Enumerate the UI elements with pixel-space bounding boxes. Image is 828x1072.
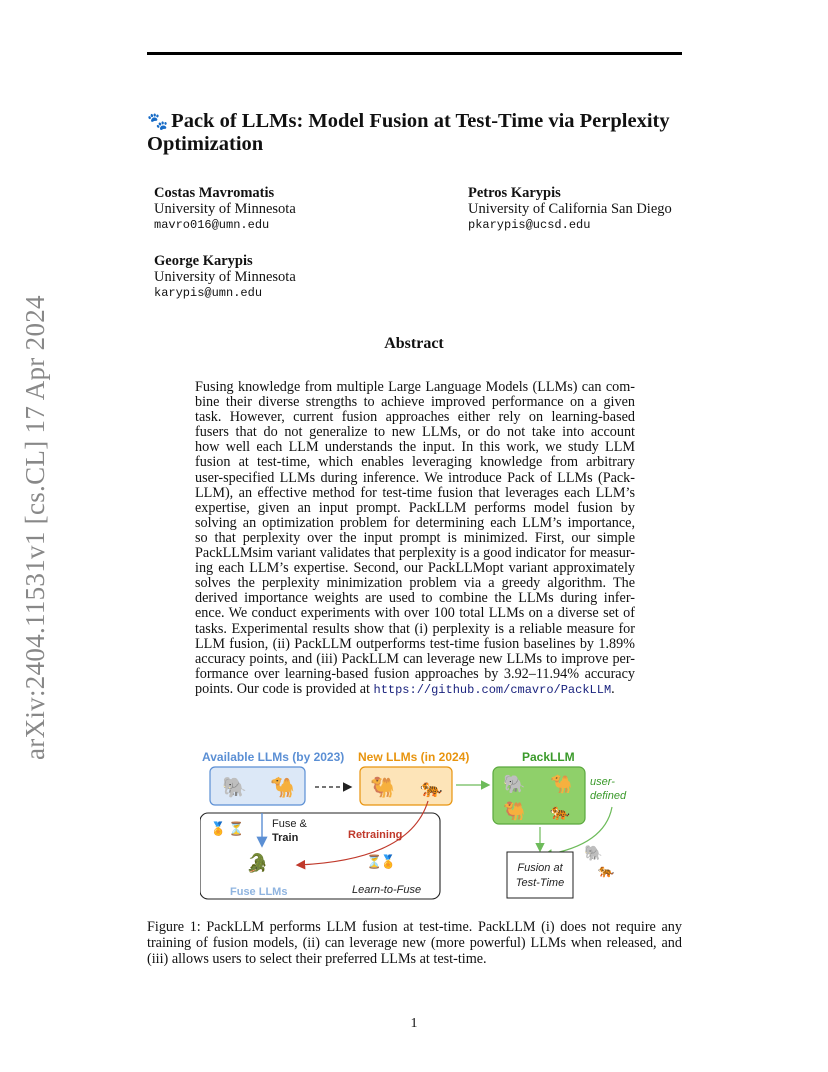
packllm-figure xyxy=(200,745,640,905)
elephant-icon: 🐘 xyxy=(222,775,247,799)
camel-icon: 🐪 xyxy=(550,774,573,795)
fuse-train-label-1: Fuse & xyxy=(272,818,307,830)
abstract-line: ence. We conduct experiments with over 100 total LLMs on a diverse set of xyxy=(195,605,635,622)
abstract-line: PackLLMsim variant validates that perplexity is a good indicator for measur- xyxy=(195,545,635,562)
lizard-icon: 🐊 xyxy=(246,853,269,874)
author-email[interactable]: karypis@umn.edu xyxy=(154,286,263,300)
author-name: Costas Mavromatis xyxy=(154,185,275,201)
abstract-line: Fusing knowledge from multiple Large Language Models (LLMs) can com- xyxy=(195,379,635,395)
camel-icon: 🐪 xyxy=(270,775,295,799)
page-number: 1 xyxy=(410,1016,418,1031)
caption-line: (iii) allows users to select their preferred LLMs at test-time. xyxy=(147,951,487,967)
abstract-heading: Abstract xyxy=(384,335,444,352)
code-link[interactable]: https://github.com/cmavro/PackLLM xyxy=(373,682,612,697)
bear-icon: 🐅 xyxy=(550,802,570,821)
abstract-line: derived importance weights are used to combine the LLMs during infer- xyxy=(195,590,635,607)
retraining-label: Retraining xyxy=(348,829,403,841)
top-rule xyxy=(147,52,682,55)
abstract-line: expertise, given an input prompt. PackLLM performs model fusion by xyxy=(195,499,635,516)
fusion-box xyxy=(507,852,573,898)
abstract-line: fusers that do not generalize to new LLMs, or do not take into account xyxy=(195,424,635,441)
abstract-line: formance over learning-based fusion approaches by 3.92–11.94% accuracy xyxy=(195,665,635,682)
abstract-line: LLM fusion, (ii) PackLLM outperforms test-time fusion baselines by 1.89% xyxy=(195,635,635,652)
abstract-line: LLM), an effective method for test-time fusion that leverages each LLM’s xyxy=(195,484,635,501)
fuse-llms-label: Fuse LLMs xyxy=(230,886,288,898)
author-affiliation: University of California San Diego xyxy=(468,201,672,217)
abstract-line: tasks. Experimental results show that (i) perplexity is a reliable measure for xyxy=(195,620,635,637)
camel-icon: 🐫 xyxy=(370,775,395,799)
author-block xyxy=(154,253,296,301)
bear-icon: 🐅 xyxy=(598,864,615,879)
arxiv-stamp: arXiv:2404.11531v1 [cs.CL] 17 Apr 2024 xyxy=(20,295,50,760)
hourglass-icon: ⏳ xyxy=(366,855,383,870)
abstract-line: accuracy points, and (iii) PackLLM can leverage new LLMs to improve per- xyxy=(195,650,635,667)
title-line-1: Pack of LLMs: Model Fusion at Test-Time via Perplexity xyxy=(171,110,670,132)
fusion-label-1: Fusion at xyxy=(517,862,563,874)
abstract-line: fusion at test-time, which enables leveraging knowledge from arbitrary xyxy=(195,454,635,471)
figure-caption xyxy=(147,919,682,967)
author-name: George Karypis xyxy=(154,253,253,269)
elephant-icon: 🐘 xyxy=(584,844,603,862)
abstract-body xyxy=(195,380,635,698)
packllm-label: PackLLM xyxy=(522,750,575,764)
fuse-train-label-2: Train xyxy=(272,832,299,844)
paw-icon: 🐾 xyxy=(147,112,169,131)
abstract-line: user-specified LLMs during inference. We introduce Pack of LLMs (Pack- xyxy=(195,469,635,486)
fusion-label-2: Test-Time xyxy=(515,877,565,889)
title-line-2: Optimization xyxy=(147,133,264,155)
abstract-line: points. Our code is provided at https://github.com/cmavro/PackLLM. xyxy=(195,680,615,697)
abstract-line: solving an optimization problem for determining each LLM’s importance, xyxy=(195,514,635,531)
user-defined-label-2: defined xyxy=(590,790,627,802)
author-email[interactable]: pkarypis@ucsd.edu xyxy=(468,218,591,232)
camel-icon: 🐫 xyxy=(503,801,526,822)
hourglass-icon: ⏳ xyxy=(228,822,245,837)
author-name: Petros Karypis xyxy=(468,185,561,201)
author-block xyxy=(154,185,296,233)
author-affiliation: University of Minnesota xyxy=(154,269,296,285)
user-defined-label-1: user- xyxy=(590,776,615,788)
bear-icon: 🐅 xyxy=(420,778,443,799)
author-email[interactable]: mavro016@umn.edu xyxy=(154,218,270,232)
abstract-line: how well each LLM understands the input. In this work, we study LLM xyxy=(195,439,635,456)
abstract-line: ing each LLM’s expertise. Second, our PackLLMopt variant approximately xyxy=(195,560,635,577)
author-block xyxy=(468,185,672,233)
medal-icon: 🏅 xyxy=(210,822,227,837)
abstract-line: so that perplexity over the input prompt is minimized. First, our simple xyxy=(195,529,635,546)
caption-line: training of fusion models, (ii) can leverage new (more powerful) LLMs when released, and xyxy=(147,935,682,951)
abstract-line: bine their diverse strengths to achieve improved performance on a given xyxy=(195,394,635,411)
abstract-line: task. However, current fusion approaches either rely on learning-based xyxy=(195,409,635,426)
learn-to-fuse-label: Learn-to-Fuse xyxy=(352,884,422,896)
abstract-last-text: points. Our code is provided at xyxy=(195,680,370,697)
caption-line: Figure 1: PackLLM performs LLM fusion at test-time. PackLLM (i) does not require any xyxy=(147,919,682,935)
author-affiliation: University of Minnesota xyxy=(154,201,296,217)
elephant-icon: 🐘 xyxy=(503,774,526,795)
abstract-line: solves the perplexity minimization problem via a greedy algorithm. The xyxy=(195,575,635,592)
medal-icon: 🏅 xyxy=(380,855,397,870)
available-llms-label: Available LLMs (by 2023) xyxy=(202,750,345,764)
paper-title xyxy=(147,110,697,155)
new-llms-label: New LLMs (in 2024) xyxy=(358,750,470,764)
